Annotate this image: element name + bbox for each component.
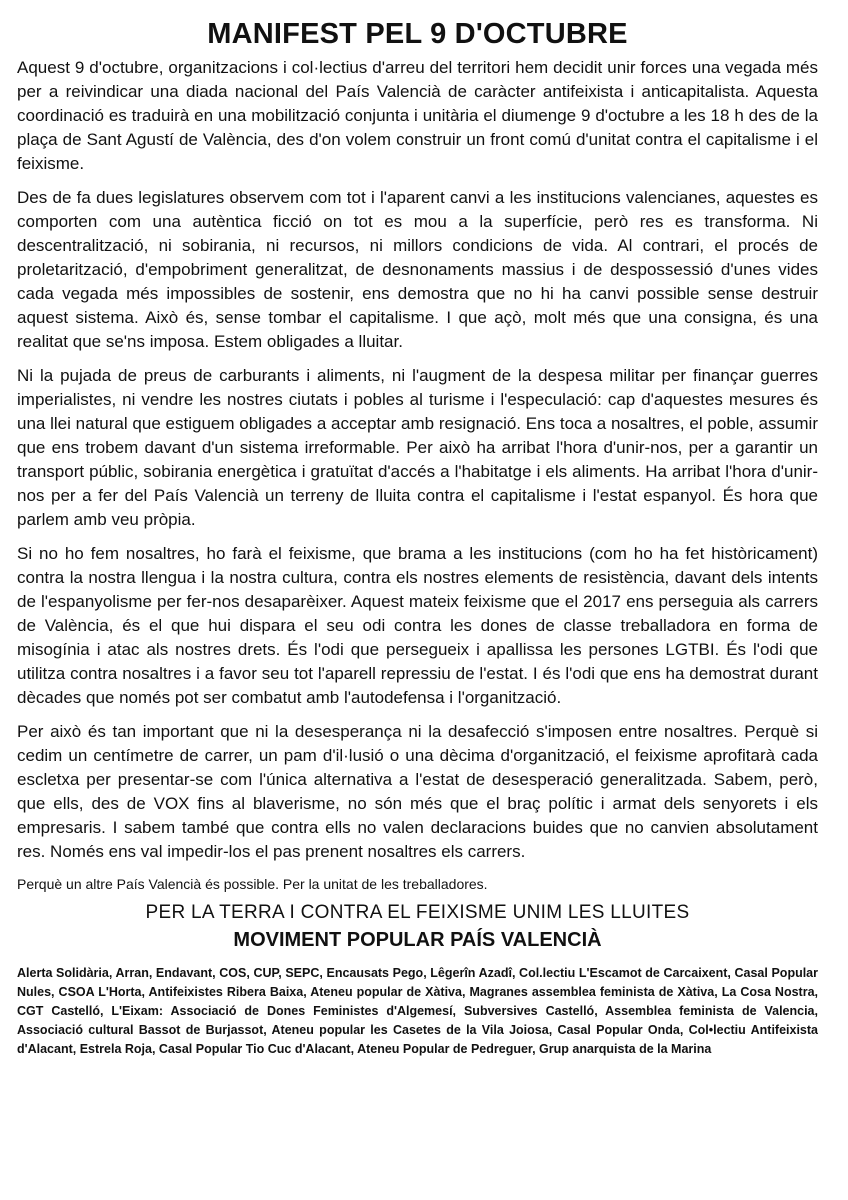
signatories-list: Alerta Solidària, Arran, Endavant, COS, CUP, SEPC, Encausats Pego, Lêgerîn Azadî, Col.lectiu L'Escamot de Carcaixent, Casal Popular Nules, CSOA L'Horta, Antifeixistes Ribera Baixa, Ateneu popular de Xàtiva, Magranes assemblea feminista de Xàtiva, La Cosa Nostra, CGT Castelló, L'Eixam: Associació de Dones Feministes d'Algemesí, Subversives Castelló, Assemblea feminista de Valencia, Associació cultural Bassot de Burjassot, Ateneu popular les Casetes de la Vila Joiosa, Casal Popular Onda, Col•lectiu Antifeixista d'Alacant, Estrela Roja, Casal Popular Tio Cuc d'Alacant, Ateneu Popular de Pedreguer, Grup anarquista de la Marina xyxy=(17,966,818,1056)
paragraph-3: Ni la pujada de preus de carburants i aliments, ni l'augment de la despesa militar per finançar guerres imperialistes, ni vendre les nostres ciutats i pobles al turisme i l'especulació: cap d'aquestes mesures és una llei natural que estiguem obligades a acceptar amb resignació. Ens toca a nosaltres, el poble, assumir que ens trobem davant d'un sistema irreformable. Per això ha arribat l'hora d'unir-nos, per a garantir un transport públic, sobirania energètica i gratuïtat d'accés a l'habitatge i els aliments. Ha arribat l'hora d'unir-nos per a fer del País Valencià un terreny de lluita contra el capitalisme i l'estat espanyol. És hora que parlem amb veu pròpia. xyxy=(17,366,818,529)
paragraph-1: Aquest 9 d'octubre, organitzacions i col·lectius d'arreu del territori hem decidit unir forces una vegada més per a reivindicar una diada nacional del País Valencià de caràcter antifeixista i anticapitalista. Aquesta coordinació es traduirà en una mobilització conjunta i unitària el diumenge 9 d'octubre a les 18 h des de la plaça de Sant Agustí de València, des d'on volem construir un front comú d'unitat contra el capitalisme i el feixisme. xyxy=(17,58,818,173)
page-title: MANIFEST PEL 9 D'OCTUBRE xyxy=(207,18,628,50)
paragraph-2: Des de fa dues legislatures observem com tot i l'aparent canvi a les institucions valencianes, aquestes es comporten com una autèntica ficció on tot es mou a la superfície, però res es transforma. Ni descentralització, ni sobirania, ni recursos, ni millors condicions de vida. Al contrari, el procés de proletarització, d'empobriment generalitzat, de desnonaments massius i de despossessió d'unes vides cada vegada més impossibles de sostenir, ens demostra que no hi ha canvi possible sense destruir aquest sistema. Això és, sense tombar el capitalisme. I que açò, molt més que una consigna, és una realitat que se'ns imposa. Estem obligades a lluitar. xyxy=(17,188,818,351)
paragraph-5: Per això és tan important que ni la desesperança ni la desafecció s'imposen entre nosaltres. Perquè si cedim un centímetre de carrer, un pam d'il·lusió o una dècima d'organització, el feixisme aprofitarà cada escletxa per presentar-se com l'única alternativa a l'estat de desesperació generalitzada. Sabem, però, que ells, des de VOX fins al blaverisme, no són més que el braç polític i armat dels senyorets i els empresaris. I sabem també que contra ells no valen declaracions buides que no canvien absolutament res. Només ens val impedir-los el pas prenent nosaltres els carrers. xyxy=(17,722,818,861)
paragraph-4: Si no ho fem nosaltres, ho farà el feixisme, que brama a les institucions (com ho ha fet històricament) contra la nostra llengua i la nostra cultura, contra els nostres elements de resistència, davant dels intents de l'espanyolisme per fer-nos desaparèixer. Aquest mateix feixisme que el 2017 ens perseguia als carrers de València, és el que hui dispara el seu odi contra les dones de classe treballadora en forma de misogínia i atac als nostres drets. És l'odi que persegueix i apallissa les persones LGTBI. És l'odi que utilitza contra nosaltres i a favor seu tot l'aparell repressiu de l'estat. I és l'odi que ens ha demostrat durant dècades que només pot ser combatut amb l'autodefensa i l'organització. xyxy=(17,544,818,707)
organization-name: MOVIMENT POPULAR PAÍS VALENCIÀ xyxy=(233,929,602,951)
manifesto-body xyxy=(17,56,818,864)
slogan: PER LA TERRA I CONTRA EL FEIXISME UNIM LES LLUITES xyxy=(145,902,690,923)
closing-line: Perquè un altre País Valencià és possible. Per la unitat de les treballadores. xyxy=(17,876,488,892)
